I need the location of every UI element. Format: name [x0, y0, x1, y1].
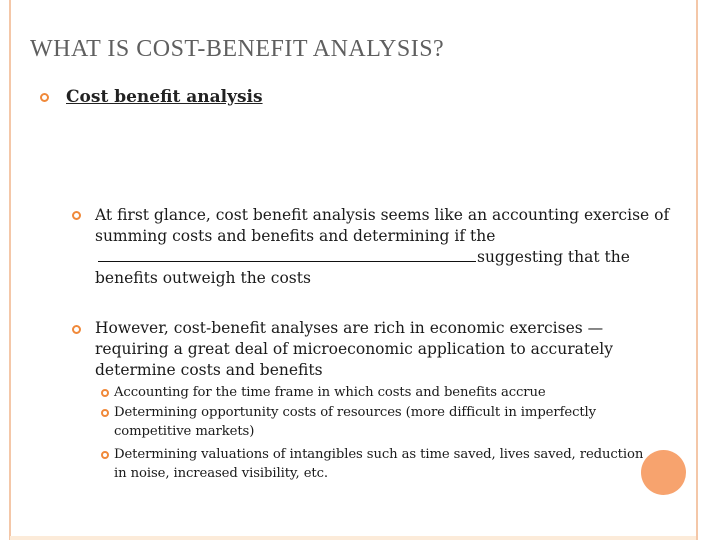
subpoint-2-bullet-icon: [101, 409, 109, 417]
subpoint-1-text: Accounting for the time frame in which costs and benefits accrue: [114, 385, 546, 400]
subpoint-3-text: Determining valuations of intangibles such as time saved, lives saved, reduction in noise, increased visibility, etc.: [114, 447, 644, 481]
point-2-text: However, cost-benefit analyses are rich in economic exercises —requiring a great deal of microeconomic application to accurately determine costs and benefits: [95, 319, 613, 379]
left-border-line: [9, 0, 11, 540]
subpoint-1-bullet-icon: [101, 389, 109, 397]
point-2-bullet-icon: [72, 325, 81, 334]
point-1-bullet-icon: [72, 211, 81, 220]
heading-link[interactable]: Cost benefit analysis: [66, 87, 263, 107]
heading-bullet-icon: [40, 93, 49, 102]
point-1-text: [95, 205, 670, 289]
decorative-circle: [641, 450, 686, 495]
decorative-bottom-band: [10, 536, 696, 540]
point-1-text-before: At first glance, cost benefit analysis seems like an accounting exercise of summing costs and benefits and determining if the: [95, 206, 670, 245]
slide-title: WHAT IS COST-BENEFIT ANALYSIS?: [30, 36, 445, 62]
fill-in-blank: [98, 249, 476, 262]
right-border-line: [696, 0, 698, 540]
subpoint-3-bullet-icon: [101, 451, 109, 459]
subpoint-2-text: Determining opportunity costs of resources (more difficult in imperfectly competitive markets): [114, 405, 597, 439]
point-1-text-after: suggesting that the benefits outweigh the costs: [95, 248, 630, 287]
